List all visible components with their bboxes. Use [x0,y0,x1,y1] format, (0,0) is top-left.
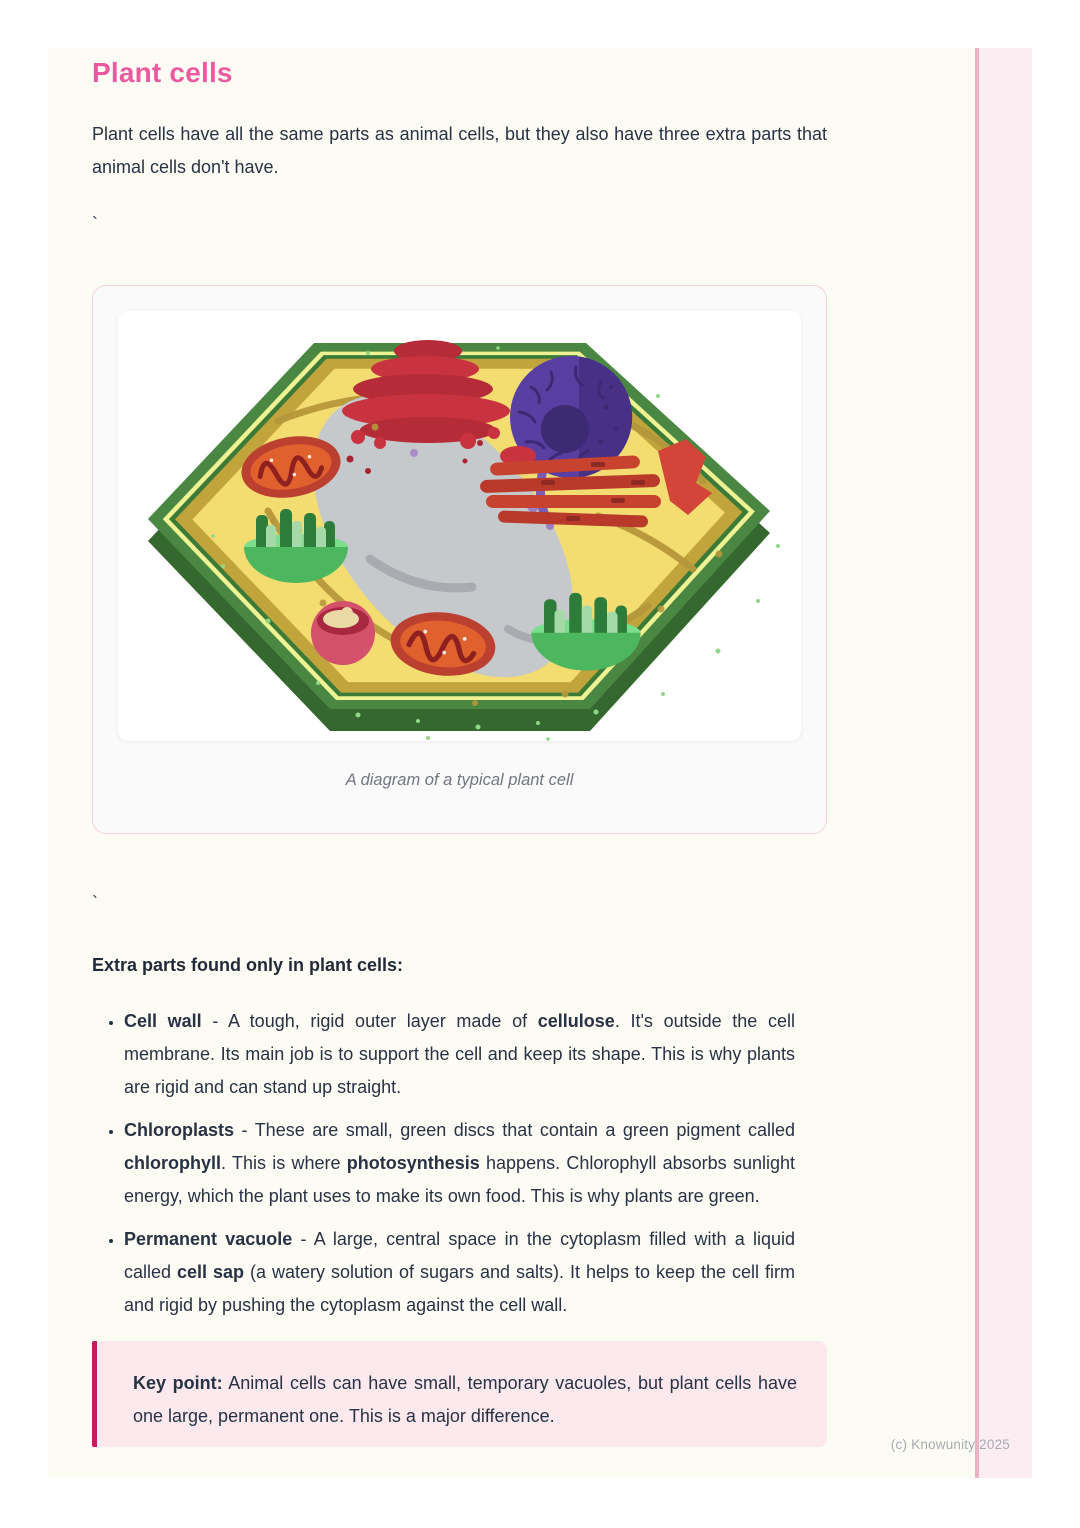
list-item-permanent-vacuole: • Permanent vacuole - A large, central space in the cytoplasm filled with a liquid called cell sap (a watery solution of sugars and salts). It helps to keep the cell firm and rigid by pushing the cytoplasm against the cell wall. [124,1223,795,1322]
key-point-callout [92,1341,827,1447]
stray-backtick-2: ` [92,893,98,913]
document-page [48,48,1032,1478]
figure-caption: A diagram of a typical plant cell [345,771,574,789]
nucleolus [541,405,589,453]
page-edge-stripe [975,48,1032,1478]
watermark: (c) Knowunity 2025 [890,1437,1010,1452]
stray-backtick-1: ` [92,214,98,234]
key-point-text: Key point: Animal cells can have small, temporary vacuoles, but plant cells have one large, permanent one. This is a major difference. [133,1373,797,1426]
section-heading: Extra parts found only in plant cells: [92,955,404,975]
plant-cell-illustration [118,311,801,741]
intro-paragraph: Plant cells have all the same parts as animal cells, but they also have three extra parts that animal cells don't have. [92,124,827,177]
extra-parts-list [92,1005,795,1322]
list-item-chloroplasts: • Chloroplasts - These are small, green discs that contain a green pigment called chlorophyll. This is where photosynthesis happens. Chlorophyll absorbs sunlight energy, which the plant uses to make its own food. This is why plants are green. [124,1114,795,1213]
figure-card [92,285,827,834]
list-item-cell-wall: • Cell wall - A tough, rigid outer layer made of cellulose. It's outside the cell membrane. Its main job is to support the cell and keep its shape. This is why plants are rigid and can stand up straight. [124,1005,795,1104]
content-column [92,56,827,1447]
page-title: Plant cells [92,57,233,88]
vesicle [311,601,375,665]
